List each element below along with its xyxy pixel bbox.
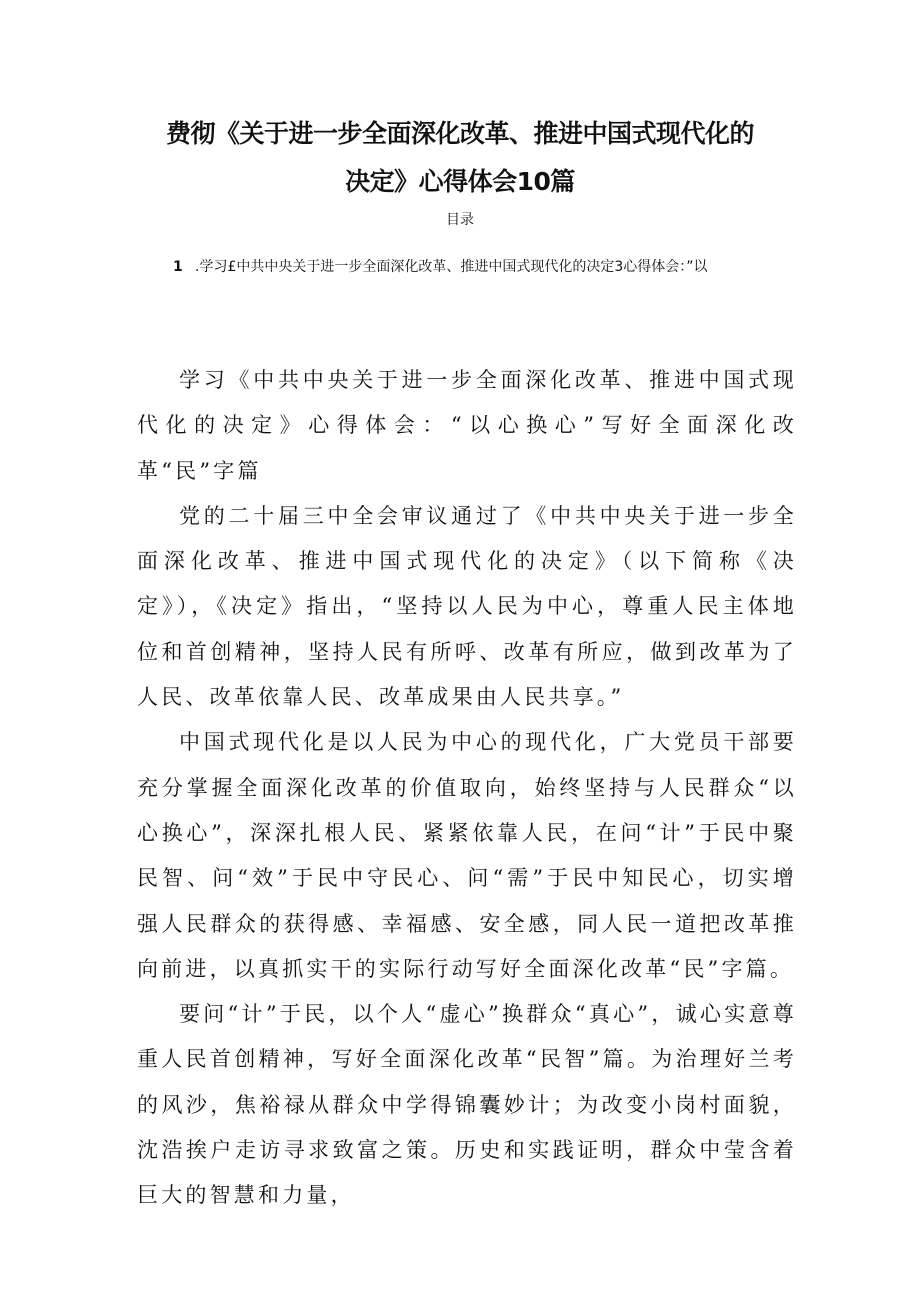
paragraph-heading: 学习《中共中央关于进一步全面深化改革、推进中国式现代化的决定》心得体会：“以心换心”写好全面深化改革“民”字篇 bbox=[137, 368, 797, 483]
paragraph: 要问“计”于民，以个人“虚心”换群众“真心”，诚心实意尊重人民首创精神，写好全面深化改革“民智”篇。为治理好兰考的风沙，焦裕禄从群众中学得锦囊妙计；为改变小岗村面貌，沈浩挨户走访寻求致富之策。历史和实践证明，群众中莹含着巨大的智慧和力量， bbox=[137, 1002, 797, 1208]
toc-heading: 目录 bbox=[446, 212, 474, 228]
toc-item[interactable] bbox=[173, 256, 708, 276]
toc-item-text: .学习£中共中央关于进一步全面深化改革、推进中国式现代化的决定3心得体会：”以 bbox=[195, 259, 708, 275]
document-title-line-1: 费彻《关于进一步全面深化改革、推进中国式现代化的 bbox=[165, 119, 754, 148]
paragraph: 党的二十届三中全会审议通过了《中共中央关于进一步全面深化改革、推进中国式现代化的决定》（以下简称《决定》），《决定》指出，“坚持以人民为中心，尊重人民主体地位和首创精神，坚持人民有所呼、改革有所应，做到改革为了人民、改革依靠人民、改革成果由人民共享。” bbox=[137, 503, 797, 710]
document-title-line-2: 决定》心得体会10篇 bbox=[345, 167, 575, 196]
body-text bbox=[137, 358, 797, 1219]
toc-item-number: 1 bbox=[173, 259, 183, 275]
paragraph: 中国式现代化是以人民为中心的现代化，广大党员干部要充分掌握全面深化改革的价值取向，始终坚持与人民群众“以心换心”，深深扎根人民、紧紧依靠人民，在问“计”于民中聚民智、问“效”于民中守民心、问“需”于民中知民心，切实增强人民群众的获得感、幸福感、安全感，同人民一道把改革推向前进，以真抓实干的实际行动写好全面深化改革“民”字篇。 bbox=[137, 730, 797, 981]
